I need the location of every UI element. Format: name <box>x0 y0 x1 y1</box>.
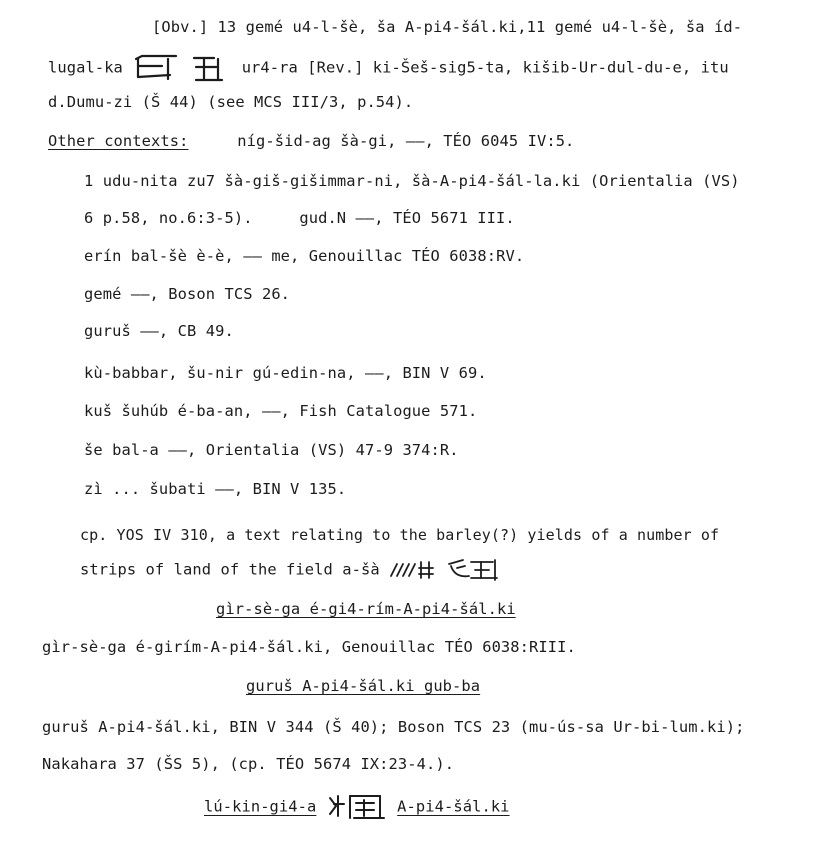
entry-gurush-text: guruš ——, CB 49. <box>84 322 234 340</box>
entry-gud-text: gud.N ——, TÉO 5671 III. <box>299 209 515 227</box>
obv-line-3-text: d.Dumu-zi (Š 44) (see MCS III/3, p.54). <box>48 93 414 111</box>
entry-udu-text-1: 1 udu-nita zu7 šà-giš-gišimmar-ni, šà-A-pi4-šál-la.ki (Orientalia (VS) <box>84 172 740 190</box>
section-gurush-line-1 <box>42 717 744 737</box>
section-lukin-heading-a: lú-kin-gi4-a <box>204 797 317 816</box>
entry-nig-sid: níg-šid-ag šà-gi, ——, TÉO 6045 IV:5. <box>237 132 575 150</box>
cp-line-1 <box>80 525 719 545</box>
obv-line-1 <box>152 17 742 37</box>
entry-she-bal <box>84 440 459 460</box>
obv-line-1-text: [Obv.] 13 gemé u4-l-šè, ša A-pi4-šál.ki,11 gemé u4-l-šè, ša íd- <box>152 18 743 36</box>
section-gurush-text-1: guruš A-pi4-šál.ki, BIN V 344 (Š 40); Boson TCS 23 (mu-ús-sa Ur-bi-lum.ki); <box>42 718 745 736</box>
entry-zi-text: zì ... šubati ——, BIN V 135. <box>84 480 347 498</box>
entry-kush <box>84 401 477 421</box>
cp-line-1-text: cp. YOS IV 310, a text relating to the barley(?) yields of a number of <box>80 526 720 544</box>
section-gurush-text-2: Nakahara 37 (ŠS 5), (cp. TÉO 5674 IX:23-4.). <box>42 755 455 773</box>
entry-gurush <box>84 321 234 341</box>
other-contexts-line <box>48 131 574 151</box>
section-gir-heading <box>216 599 516 619</box>
entry-udu-text-2: 6 p.58, no.6:3-5). <box>84 209 253 227</box>
section-gir-text: gìr-sè-ga é-girím-A-pi4-šál.ki, Genouillac TÉO 6038:RIII. <box>42 638 576 656</box>
obv-line-2-end: ur4-ra [Rev.] ki-Šeš-sig5-ta, kišib-Ur-dul-du-e, itu <box>241 58 729 77</box>
entry-ku-babbar <box>84 363 487 383</box>
section-gir-heading-text: gìr-sè-ga é-gi4-rím-A-pi4-šál.ki <box>216 600 516 618</box>
section-lukin-heading-b: A-pi4-šál.ki <box>397 797 510 816</box>
section-gir-line <box>42 637 576 657</box>
obv-line-2-start: lugal-ka <box>48 58 123 77</box>
section-gurush-heading <box>246 676 480 696</box>
entry-geme-text: gemé ——, Boson TCS 26. <box>84 285 291 303</box>
obv-line-2 <box>48 53 729 83</box>
entry-kush-text: kuš šuhúb é-ba-an, ——, Fish Catalogue 571. <box>84 402 478 420</box>
cuneiform-lukin-glyph <box>326 792 388 822</box>
entry-udu-line-2 <box>84 208 515 228</box>
other-contexts-heading: Other contexts: <box>48 132 189 150</box>
section-gurush-heading-text: guruš A-pi4-šál.ki gub-ba <box>246 677 481 695</box>
entry-erin-text: erín bal-šè è-è, —— me, Genouillac TÉO 6038:RV. <box>84 247 525 265</box>
entry-ku-babbar-text: kù-babbar, šu-nir gú-edin-na, ——, BIN V 69. <box>84 364 487 382</box>
entry-erin <box>84 246 524 266</box>
entry-geme <box>84 284 290 304</box>
cp-line-2 <box>80 556 501 584</box>
entry-udu-line-1 <box>84 171 740 191</box>
obv-line-3 <box>48 92 413 112</box>
cp-line-2-text: strips of land of the field a-šà <box>80 560 380 579</box>
cuneiform-sign-glyph <box>132 53 232 83</box>
cuneiform-field-name-glyph <box>389 556 501 584</box>
entry-zi <box>84 479 346 499</box>
section-lukin-heading <box>204 792 510 822</box>
section-gurush-line-2 <box>42 754 454 774</box>
entry-she-bal-text: še bal-a ——, Orientalia (VS) 47-9 374:R. <box>84 441 459 459</box>
